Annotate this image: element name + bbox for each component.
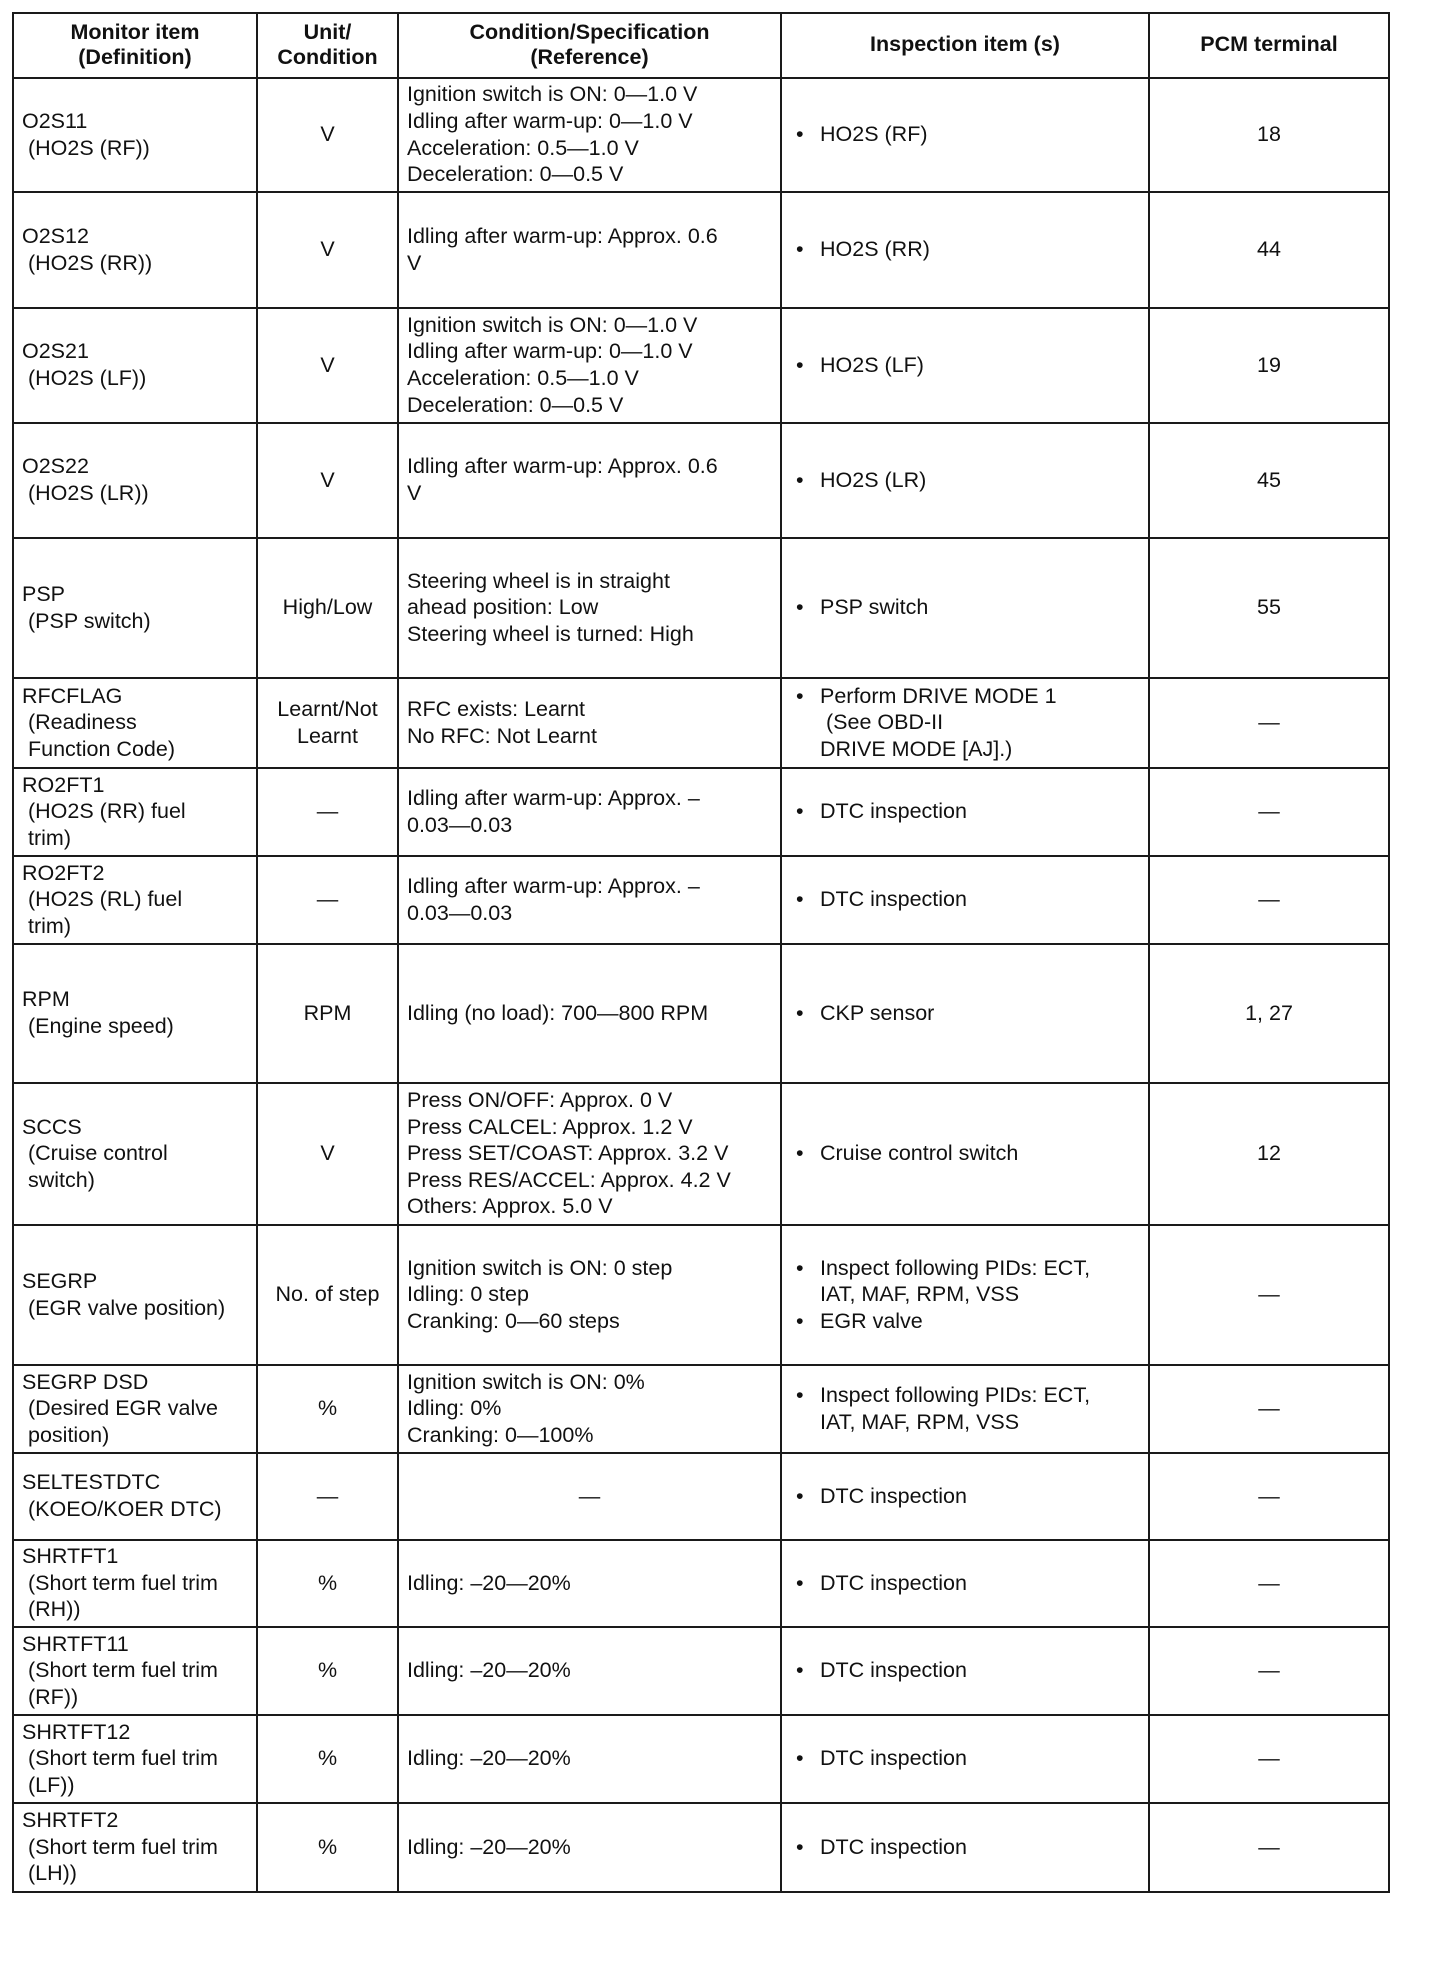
header-monitor-line: (Definition) (78, 45, 192, 69)
condition-line: Ignition switch is ON: 0% (407, 1369, 645, 1394)
unit-cell: High/Low (257, 538, 398, 678)
pcm-terminal-cell: — (1149, 1803, 1389, 1892)
monitor-item-definition: (RF)) (28, 1684, 79, 1709)
condition-line: Acceleration: 0.5—1.0 V (407, 366, 639, 390)
pcm-terminal-cell: 44 (1149, 192, 1389, 308)
condition-line: Idling: –20—20% (407, 1658, 571, 1683)
condition-cell (398, 78, 781, 192)
inspection-list (790, 886, 1140, 913)
condition-line: Ignition switch is ON: 0—1.0 V (407, 312, 698, 337)
monitor-item-definition: trim) (28, 825, 71, 850)
condition-line: Idling after warm-up: Approx. 0.6 (407, 223, 718, 248)
monitor-item-definition: (LF)) (28, 1772, 75, 1797)
unit-cell: % (257, 1803, 398, 1892)
inspection-list (790, 594, 1140, 621)
monitor-item-id: O2S12 (22, 223, 89, 248)
inspection-list (790, 352, 1140, 379)
monitor-item-cell (13, 1365, 257, 1453)
monitor-item-definition: (EGR valve position) (28, 1295, 226, 1320)
monitor-item-cell (13, 1540, 257, 1627)
inspection-item (790, 1382, 1140, 1435)
monitor-item-cell (13, 1453, 257, 1540)
monitor-item-id: SEGRP (22, 1268, 98, 1293)
table-row (13, 192, 1389, 308)
condition-cell (398, 1083, 781, 1225)
monitor-item-cell (13, 856, 257, 944)
table-row (13, 1453, 1389, 1540)
inspection-cell (781, 1225, 1149, 1365)
inspection-cell (781, 538, 1149, 678)
condition-cell (398, 1803, 781, 1892)
monitor-item-id: RO2FT1 (22, 772, 105, 797)
table-row (13, 308, 1389, 423)
table-row (13, 856, 1389, 944)
condition-cell (398, 856, 781, 944)
inspection-item-text: • Perform DRIVE MODE 1 (820, 683, 1057, 708)
monitor-item-id: RPM (22, 987, 70, 1012)
monitor-item-definition: (Short term fuel trim (28, 1570, 218, 1595)
condition-line: Press CALCEL: Approx. 1.2 V (407, 1114, 693, 1139)
inspection-list (790, 236, 1140, 263)
condition-cell (398, 538, 781, 678)
monitor-item-cell (13, 308, 257, 423)
inspection-item (790, 352, 1140, 379)
inspection-item-text: IAT, MAF, RPM, VSS (820, 1282, 1020, 1307)
monitor-item-definition: (RH)) (28, 1597, 81, 1622)
header-unit-line: Condition (277, 45, 378, 69)
inspection-list (790, 683, 1140, 763)
inspection-item-text: • HO2S (LF) (820, 352, 924, 377)
condition-line: Ignition switch is ON: 0 step (407, 1255, 673, 1280)
condition-line: Others: Approx. 5.0 V (407, 1194, 613, 1219)
monitor-item-definition: (Short term fuel trim (28, 1834, 218, 1859)
inspection-cell (781, 1627, 1149, 1715)
inspection-list (790, 467, 1140, 494)
pcm-terminal-cell: — (1149, 1540, 1389, 1627)
inspection-list (790, 1255, 1140, 1335)
inspection-item (790, 1000, 1140, 1027)
inspection-item (790, 886, 1140, 913)
unit-cell: — (257, 1453, 398, 1540)
inspection-item-text: • PSP switch (820, 595, 929, 620)
condition-cell (398, 1225, 781, 1365)
monitor-item-cell (13, 1225, 257, 1365)
inspection-item (790, 1657, 1140, 1684)
inspection-cell (781, 78, 1149, 192)
inspection-item-text: • DTC inspection (820, 1570, 967, 1595)
inspection-item-text: • DTC inspection (820, 1746, 967, 1771)
condition-line: Idling: 0 step (407, 1282, 529, 1307)
condition-line: ahead position: Low (407, 595, 599, 620)
monitor-item-cell (13, 1627, 257, 1715)
condition-line: — (578, 1483, 601, 1508)
condition-line: Cranking: 0—100% (407, 1422, 594, 1447)
unit-cell: % (257, 1627, 398, 1715)
condition-line: Press ON/OFF: Approx. 0 V (407, 1087, 673, 1112)
inspection-item (790, 121, 1140, 148)
inspection-cell (781, 1365, 1149, 1453)
inspection-item-text: (See OBD-II (826, 710, 944, 735)
monitor-item-id: SHRTFT2 (22, 1808, 119, 1833)
table-row (13, 78, 1389, 192)
condition-line: Idling (no load): 700—800 RPM (407, 1000, 709, 1025)
condition-line: Cranking: 0—60 steps (407, 1308, 620, 1333)
monitor-item-definition: (HO2S (RF)) (28, 135, 150, 160)
condition-line: Acceleration: 0.5—1.0 V (407, 135, 639, 160)
inspection-cell (781, 1540, 1149, 1627)
inspection-list (790, 1483, 1140, 1510)
inspection-cell (781, 678, 1149, 768)
monitor-item-definition: (HO2S (RR) fuel (28, 799, 186, 824)
condition-line: Idling after warm-up: Approx. – (407, 873, 700, 898)
condition-cell (398, 192, 781, 308)
header-inspection: Inspection item (s) (781, 13, 1149, 78)
condition-cell (398, 308, 781, 423)
monitor-item-definition: (Readiness (28, 710, 137, 735)
inspection-cell (781, 944, 1149, 1083)
table-row (13, 1540, 1389, 1627)
inspection-item (790, 1255, 1140, 1308)
unit-cell: — (257, 856, 398, 944)
inspection-cell (781, 1453, 1149, 1540)
inspection-item (790, 1140, 1140, 1167)
header-monitor (13, 13, 257, 78)
header-monitor-line: Monitor item (70, 19, 200, 44)
table-row (13, 1083, 1389, 1225)
header-unit (257, 13, 398, 78)
unit-cell: Learnt/Not Learnt (257, 678, 398, 768)
inspection-item-text: • Inspect following PIDs: ECT, (820, 1255, 1091, 1280)
condition-line: Idling: –20—20% (407, 1746, 571, 1771)
monitor-item-cell (13, 768, 257, 856)
inspection-item-text: • DTC inspection (820, 1834, 967, 1859)
unit-cell: V (257, 423, 398, 538)
monitor-item-definition: position) (28, 1422, 110, 1447)
inspection-list (790, 798, 1140, 825)
monitor-item-id: PSP (22, 581, 66, 606)
unit-cell: RPM (257, 944, 398, 1083)
monitor-item-id: O2S11 (22, 108, 88, 133)
inspection-item-text: • HO2S (LR) (820, 467, 927, 492)
monitor-item-cell (13, 1803, 257, 1892)
monitor-item-table (12, 12, 1390, 1893)
pcm-terminal-cell: 19 (1149, 308, 1389, 423)
unit-cell: No. of step (257, 1225, 398, 1365)
monitor-item-cell (13, 944, 257, 1083)
pcm-terminal-cell: 1, 27 (1149, 944, 1389, 1083)
monitor-item-id: SELTESTDTC (22, 1470, 161, 1495)
monitor-item-cell (13, 423, 257, 538)
condition-line: Press RES/ACCEL: Approx. 4.2 V (407, 1167, 731, 1192)
pcm-terminal-cell: 12 (1149, 1083, 1389, 1225)
inspection-list (790, 1570, 1140, 1597)
monitor-item-definition: (Engine speed) (28, 1014, 174, 1038)
monitor-item-definition: (KOEO/KOER DTC) (28, 1497, 222, 1521)
pcm-terminal-cell: — (1149, 678, 1389, 768)
condition-line: Idling: –20—20% (407, 1570, 571, 1595)
pcm-terminal-cell: — (1149, 1453, 1389, 1540)
condition-line: V (407, 250, 422, 275)
inspection-item-text: IAT, MAF, RPM, VSS (820, 1409, 1020, 1434)
monitor-item-id: SCCS (22, 1114, 82, 1139)
inspection-list (790, 1000, 1140, 1027)
inspection-cell (781, 768, 1149, 856)
unit-cell: % (257, 1365, 398, 1453)
inspection-cell (781, 1083, 1149, 1225)
inspection-item-text: • HO2S (RR) (820, 237, 930, 262)
monitor-item-definition: (HO2S (LF)) (28, 366, 147, 390)
unit-cell: V (257, 308, 398, 423)
monitor-item-cell (13, 1715, 257, 1803)
condition-line: Ignition switch is ON: 0—1.0 V (407, 82, 698, 107)
monitor-item-id: RO2FT2 (22, 860, 105, 885)
inspection-item (790, 1570, 1140, 1597)
unit-cell: V (257, 78, 398, 192)
header-pcm: PCM terminal (1149, 13, 1389, 78)
condition-cell (398, 1453, 781, 1540)
condition-line: No RFC: Not Learnt (407, 723, 597, 748)
inspection-item-text: • DTC inspection (820, 799, 967, 824)
monitor-item-id: SHRTFT11 (22, 1631, 129, 1656)
condition-line: Deceleration: 0—0.5 V (407, 162, 624, 187)
monitor-item-id: RFCFLAG (22, 683, 123, 708)
condition-cell (398, 768, 781, 856)
inspection-item (790, 594, 1140, 621)
inspection-item-text: DRIVE MODE [AJ].) (820, 736, 1013, 761)
header-condition (398, 13, 781, 78)
monitor-item-definition: (HO2S (RR)) (28, 250, 153, 275)
inspection-cell (781, 423, 1149, 538)
monitor-item-definition: (Short term fuel trim (28, 1658, 218, 1683)
pcm-terminal-cell: — (1149, 1627, 1389, 1715)
inspection-item-text: • HO2S (RF) (820, 122, 928, 147)
inspection-item (790, 467, 1140, 494)
condition-cell (398, 678, 781, 768)
condition-cell (398, 944, 781, 1083)
header-condition-line: (Reference) (530, 45, 649, 69)
condition-line: Deceleration: 0—0.5 V (407, 392, 624, 417)
inspection-cell (781, 192, 1149, 308)
inspection-item (790, 683, 1140, 763)
inspection-item (790, 236, 1140, 263)
condition-line: 0.03—0.03 (407, 812, 513, 837)
monitor-item-id: SHRTFT12 (22, 1719, 131, 1744)
inspection-cell (781, 1803, 1149, 1892)
header-condition-line: Condition/Specification (469, 19, 710, 44)
pcm-terminal-cell: — (1149, 768, 1389, 856)
monitor-item-definition: Function Code) (28, 736, 175, 761)
condition-line: Idling after warm-up: 0—1.0 V (407, 108, 693, 133)
table-row (13, 678, 1389, 768)
monitor-item-cell (13, 678, 257, 768)
inspection-list (790, 1140, 1140, 1167)
inspection-cell (781, 1715, 1149, 1803)
monitor-item-definition: (LH)) (28, 1861, 77, 1886)
table-row (13, 423, 1389, 538)
condition-cell (398, 1627, 781, 1715)
condition-line: Idling: –20—20% (407, 1834, 571, 1859)
inspection-item-text: • Cruise control switch (820, 1141, 1019, 1166)
pcm-terminal-cell: 45 (1149, 423, 1389, 538)
inspection-item (790, 1745, 1140, 1772)
condition-line: 0.03—0.03 (407, 900, 513, 925)
monitor-item-cell (13, 78, 257, 192)
inspection-list (790, 1745, 1140, 1772)
condition-cell (398, 423, 781, 538)
table-row (13, 1225, 1389, 1365)
inspection-list (790, 121, 1140, 148)
inspection-list (790, 1657, 1140, 1684)
inspection-item-text: • Inspect following PIDs: ECT, (820, 1382, 1091, 1407)
pcm-terminal-cell: — (1149, 1365, 1389, 1453)
inspection-item-text: • EGR valve (820, 1308, 923, 1333)
table-row (13, 1803, 1389, 1892)
inspection-item (790, 1308, 1140, 1335)
condition-cell (398, 1365, 781, 1453)
unit-cell: — (257, 768, 398, 856)
pcm-terminal-cell: — (1149, 1225, 1389, 1365)
inspection-item (790, 1483, 1140, 1510)
monitor-item-cell (13, 538, 257, 678)
condition-cell (398, 1540, 781, 1627)
condition-line: Idling after warm-up: Approx. – (407, 785, 700, 810)
table-row (13, 1365, 1389, 1453)
inspection-item (790, 798, 1140, 825)
inspection-item (790, 1834, 1140, 1861)
monitor-item-cell (13, 1083, 257, 1225)
pcm-terminal-cell: — (1149, 1715, 1389, 1803)
table-row (13, 538, 1389, 678)
condition-line: Idling after warm-up: 0—1.0 V (407, 339, 693, 364)
condition-line: Idling after warm-up: Approx. 0.6 (407, 454, 718, 479)
unit-cell: % (257, 1540, 398, 1627)
condition-line: Idling: 0% (407, 1396, 502, 1421)
inspection-cell (781, 856, 1149, 944)
condition-line: Press SET/COAST: Approx. 3.2 V (407, 1141, 729, 1166)
header-row (13, 13, 1389, 78)
monitor-item-id: SHRTFT1 (22, 1544, 119, 1569)
monitor-item-definition: (HO2S (LR)) (28, 481, 149, 505)
table-body (13, 78, 1389, 1892)
pcm-terminal-cell: — (1149, 856, 1389, 944)
monitor-item-definition: switch) (28, 1167, 95, 1192)
monitor-item-definition: (HO2S (RL) fuel (28, 887, 183, 912)
monitor-item-definition: (PSP switch) (28, 608, 151, 633)
header-unit-line: Unit/ (303, 19, 352, 44)
table-row (13, 768, 1389, 856)
table-row (13, 1627, 1389, 1715)
table-row (13, 1715, 1389, 1803)
condition-line: RFC exists: Learnt (407, 696, 586, 721)
monitor-item-id: O2S22 (22, 454, 89, 479)
monitor-item-id: O2S21 (22, 339, 89, 364)
monitor-item-cell (13, 192, 257, 308)
monitor-item-definition: trim) (28, 913, 71, 938)
condition-cell (398, 1715, 781, 1803)
inspection-list (790, 1382, 1140, 1435)
inspection-item-text: • DTC inspection (820, 1658, 967, 1683)
pcm-terminal-cell: 55 (1149, 538, 1389, 678)
inspection-item-text: • CKP sensor (820, 1000, 935, 1025)
inspection-cell (781, 308, 1149, 423)
table-row (13, 944, 1389, 1083)
monitor-item-id: SEGRP DSD (22, 1369, 149, 1394)
condition-line: Steering wheel is turned: High (407, 621, 694, 646)
condition-line: V (407, 481, 422, 505)
unit-cell: V (257, 1083, 398, 1225)
pcm-terminal-cell: 18 (1149, 78, 1389, 192)
inspection-list (790, 1834, 1140, 1861)
condition-line: Steering wheel is in straight (407, 568, 670, 593)
monitor-item-definition: (Desired EGR valve (28, 1396, 218, 1421)
unit-cell: % (257, 1715, 398, 1803)
inspection-item-text: • DTC inspection (820, 1483, 967, 1508)
monitor-item-definition: (Short term fuel trim (28, 1746, 218, 1771)
inspection-item-text: • DTC inspection (820, 887, 967, 912)
unit-cell: V (257, 192, 398, 308)
monitor-item-definition: (Cruise control (28, 1141, 168, 1166)
